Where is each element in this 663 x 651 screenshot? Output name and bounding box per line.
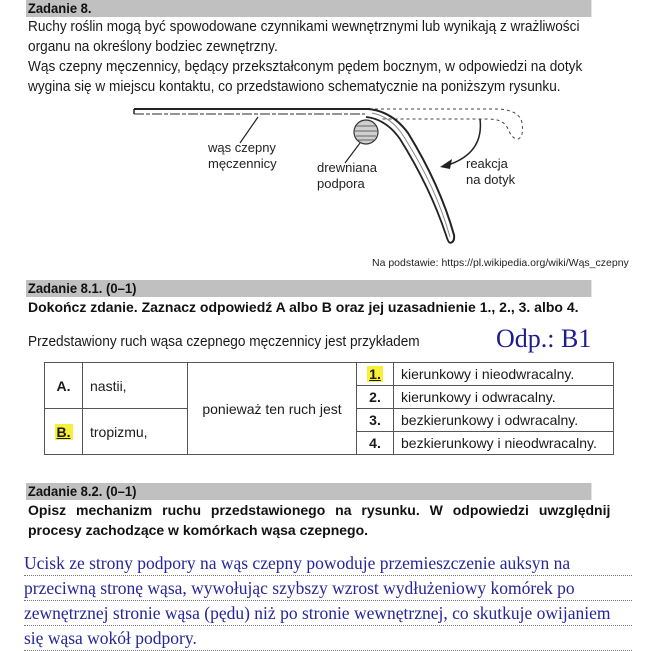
task-8-header: Zadanie 8. xyxy=(26,0,591,17)
task-8-2-header: Zadanie 8.2. (0–1) xyxy=(26,483,591,500)
connector-cell xyxy=(187,362,357,455)
task-8-2-instruction-line-1: Opisz mechanizm ruchu przedstawionego na rysunku. W odpowiedzi uwzględnij xyxy=(28,502,611,518)
option-b-text-cell xyxy=(82,408,188,455)
reason-3-label-cell[interactable] xyxy=(356,408,394,432)
intro-line-2: organu na określony bodziec zewnętrzny. xyxy=(28,39,278,55)
reason-1-text-cell xyxy=(393,362,614,386)
answer-line-4[interactable]: się wąsa wokół podpory. xyxy=(24,626,632,651)
option-b-label: B. xyxy=(56,423,71,440)
option-a-label: A. xyxy=(56,377,71,394)
reason-3-text-cell xyxy=(393,408,614,432)
reason-2-text: kierunkowy i odwracalny. xyxy=(401,389,556,405)
answer-line-2[interactable]: przeciwną stronę wąsa, wywołując szybszy wzrost wydłużeniowy komórek po xyxy=(24,576,632,601)
label-tendril-line-2: męczennicy xyxy=(208,156,277,171)
label-reaction-line-2: na dotyk xyxy=(466,172,516,187)
reason-1-label: 1. xyxy=(369,366,381,382)
reason-1-label-cell[interactable] xyxy=(356,362,394,386)
reason-4-text: bezkierunkowy i nieodwracalny. xyxy=(401,435,597,451)
reason-4-label: 4. xyxy=(369,435,381,451)
intro-line-3: Wąs czepny męczennicy, będący przekształconym pędem bocznym, w odpowiedzi na dotyk xyxy=(28,59,583,75)
option-a-text: nastii, xyxy=(90,377,127,394)
answer-table xyxy=(44,362,614,455)
label-reaction-line-1: reakcja xyxy=(466,156,508,171)
task-8-1-header: Zadanie 8.1. (0–1) xyxy=(26,280,591,297)
answer-line-3[interactable]: zewnętrznej stronie wąsa (pędu) niż po stronie wewnętrznej, co skutkuje owijaniem xyxy=(24,601,632,626)
connector-text: ponieważ ten ruch jest xyxy=(202,400,342,417)
intro-line-1: Ruchy roślin mogą być spowodowane czynnikami wewnętrznymi lub wynikają z wrażliwości xyxy=(28,19,580,35)
task-8-2-instruction-line-2: procesy zachodzące w komórkach wąsa czepnego. xyxy=(28,522,369,538)
label-support-line-1: drewniana xyxy=(317,160,377,175)
option-b-label-cell[interactable] xyxy=(44,408,83,455)
reason-3-text: bezkierunkowy i odwracalny. xyxy=(401,412,579,428)
intro-line-4: wygina się w miejscu kontaktu, co przedstawiono schematycznie na poniższym rysunku. xyxy=(28,79,561,95)
option-a-label-cell[interactable] xyxy=(44,362,83,409)
option-b-text: tropizmu, xyxy=(90,423,148,440)
figure-source: Na podstawie: https://pl.wikipedia.org/wiki/Wąs_czepny xyxy=(372,257,629,269)
handwritten-answer: Odp.: B1 xyxy=(496,324,592,353)
reason-2-label: 2. xyxy=(369,389,381,405)
reason-1-text: kierunkowy i nieodwracalny. xyxy=(401,366,575,382)
task-8-1-stem: Przedstawiony ruch wąsa czepnego męczennicy jest przykładem xyxy=(28,334,420,350)
reason-3-label: 3. xyxy=(369,412,381,428)
task-8-1-instruction: Dokończ zdanie. Zaznacz odpowiedź A albo B oraz jej uzasadnienie 1., 2., 3. albo 4. xyxy=(28,299,579,315)
answer-line-1[interactable]: Ucisk ze strony podpory na wąs czepny powoduje przemieszczenie auksyn na xyxy=(24,551,632,576)
label-tendril-line-1: wąs czepny xyxy=(208,140,276,155)
reason-4-text-cell xyxy=(393,431,614,455)
reason-2-text-cell xyxy=(393,385,614,409)
label-support-line-2: podpora xyxy=(317,176,365,191)
reason-4-label-cell[interactable] xyxy=(356,431,394,455)
reason-2-label-cell[interactable] xyxy=(356,385,394,409)
option-a-text-cell xyxy=(82,362,188,409)
